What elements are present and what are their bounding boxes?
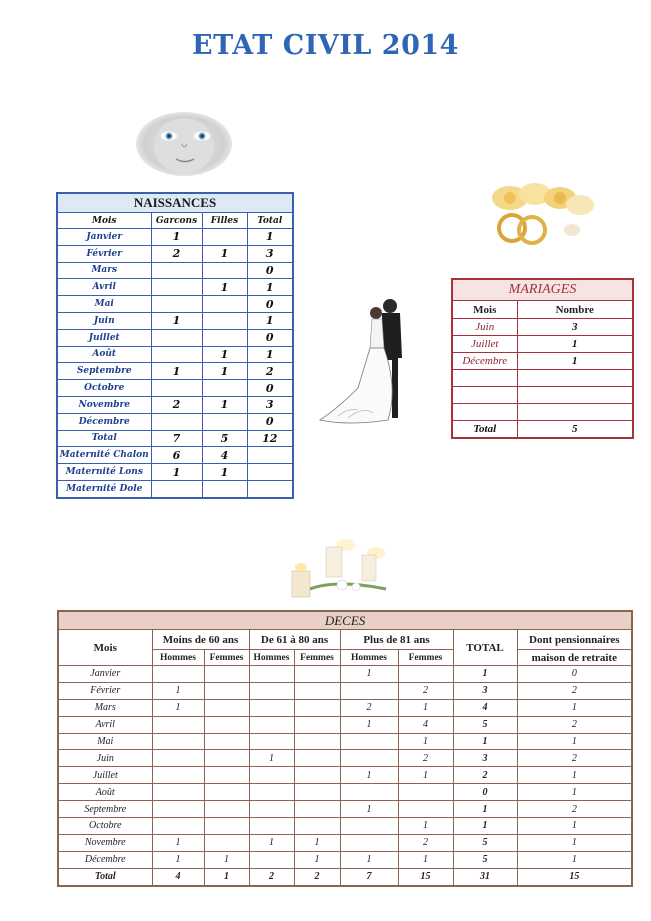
value-cell: 0 [247, 296, 293, 313]
value-cell [204, 818, 249, 835]
value-cell [202, 296, 247, 313]
value-cell [204, 682, 249, 699]
value-cell: 1 [453, 818, 517, 835]
table-row [57, 346, 293, 363]
table-row [57, 229, 293, 246]
value-cell: 1 [453, 801, 517, 818]
value-cell: 1 [517, 851, 632, 868]
value-cell: 3 [247, 245, 293, 262]
value-cell [204, 750, 249, 767]
month-cell: Août [57, 346, 151, 363]
value-cell [294, 699, 340, 716]
value-cell [204, 801, 249, 818]
value-cell: 7 [151, 430, 202, 447]
value-cell [294, 750, 340, 767]
month-cell: Mai [57, 296, 151, 313]
value-cell: 1 [202, 279, 247, 296]
value-cell: 1 [151, 363, 202, 380]
value-cell: 6 [151, 447, 202, 464]
column-header: Mois [57, 213, 151, 229]
table-row [452, 353, 633, 370]
value-cell [204, 834, 249, 851]
month-cell: Maternité Chalon [57, 447, 151, 464]
value-cell [249, 699, 294, 716]
table-row [452, 319, 633, 336]
value-cell [249, 666, 294, 683]
value-cell: 1 [517, 834, 632, 851]
value-cell [517, 387, 633, 404]
table-row [58, 801, 632, 818]
value-cell: 4 [202, 447, 247, 464]
column-header: Garcons [151, 213, 202, 229]
value-cell: 1 [152, 682, 204, 699]
value-cell: 1 [340, 767, 398, 784]
value-cell [151, 262, 202, 279]
table-row [58, 716, 632, 733]
value-cell [152, 767, 204, 784]
value-cell: 2 [517, 750, 632, 767]
column-header-mois: Mois [58, 630, 152, 666]
table-row [57, 279, 293, 296]
mariages-table [451, 278, 634, 439]
month-cell: Avril [57, 279, 151, 296]
value-cell [249, 716, 294, 733]
value-cell: 1 [202, 245, 247, 262]
value-cell: 1 [202, 363, 247, 380]
value-cell [204, 699, 249, 716]
value-cell: 5 [202, 430, 247, 447]
value-cell: 1 [517, 784, 632, 801]
value-cell: 15 [398, 868, 453, 885]
month-cell: Juillet [452, 336, 517, 353]
value-cell [340, 682, 398, 699]
value-cell: 1 [398, 818, 453, 835]
value-cell [204, 733, 249, 750]
value-cell: 1 [247, 312, 293, 329]
deces-caption: DECES [58, 611, 632, 630]
value-cell: 1 [294, 851, 340, 868]
value-cell: 2 [517, 801, 632, 818]
month-cell: Mars [57, 262, 151, 279]
value-cell: 1 [152, 699, 204, 716]
table-row [57, 363, 293, 380]
month-cell: Janvier [57, 229, 151, 246]
table-row [57, 447, 293, 464]
value-cell: 1 [398, 733, 453, 750]
month-cell: Décembre [57, 413, 151, 430]
value-cell: 3 [247, 396, 293, 413]
value-cell [294, 784, 340, 801]
value-cell: 1 [202, 346, 247, 363]
table-row [57, 396, 293, 413]
table-row [58, 750, 632, 767]
value-cell [202, 312, 247, 329]
value-cell [202, 229, 247, 246]
value-cell: 2 [398, 834, 453, 851]
value-cell [294, 666, 340, 683]
value-cell: 0 [453, 784, 517, 801]
value-cell: 1 [517, 733, 632, 750]
value-cell [204, 716, 249, 733]
table-row [58, 818, 632, 835]
value-cell [151, 279, 202, 296]
value-cell [294, 801, 340, 818]
value-cell: 2 [151, 245, 202, 262]
value-cell: 1 [340, 666, 398, 683]
month-cell: Octobre [58, 818, 152, 835]
value-cell: 0 [517, 666, 632, 683]
value-cell: 1 [152, 851, 204, 868]
column-header-pension: Dont pensionnaires [517, 630, 632, 650]
value-cell: 1 [152, 834, 204, 851]
value-cell: 31 [453, 868, 517, 885]
month-cell: Novembre [58, 834, 152, 851]
value-cell [202, 413, 247, 430]
month-cell: Total [58, 868, 152, 885]
value-cell [340, 834, 398, 851]
value-cell: 1 [517, 336, 633, 353]
value-cell [152, 733, 204, 750]
naissances-table [56, 192, 294, 499]
month-cell: Maternité Lons [57, 464, 151, 481]
value-cell: 2 [453, 767, 517, 784]
value-cell: 1 [398, 767, 453, 784]
table-row [58, 851, 632, 868]
value-cell [152, 666, 204, 683]
value-cell: 0 [247, 329, 293, 346]
table-row [57, 296, 293, 313]
value-cell: 1 [453, 733, 517, 750]
sub-header: Hommes [249, 650, 294, 666]
table-row [58, 666, 632, 683]
value-cell: 12 [247, 430, 293, 447]
table-row [57, 262, 293, 279]
month-cell: Mars [58, 699, 152, 716]
value-cell [249, 851, 294, 868]
value-cell [151, 346, 202, 363]
value-cell [249, 682, 294, 699]
value-cell [294, 716, 340, 733]
value-cell: 1 [247, 229, 293, 246]
value-cell [249, 784, 294, 801]
month-cell: Maternité Dole [57, 480, 151, 497]
month-cell [452, 404, 517, 421]
value-cell [247, 447, 293, 464]
value-cell: 2 [340, 699, 398, 716]
value-cell [517, 370, 633, 387]
month-cell: Février [57, 245, 151, 262]
value-cell [151, 413, 202, 430]
value-cell: 1 [202, 464, 247, 481]
value-cell: 4 [398, 716, 453, 733]
month-cell: Juin [58, 750, 152, 767]
table-row [57, 413, 293, 430]
value-cell: 1 [340, 716, 398, 733]
value-cell: 2 [249, 868, 294, 885]
value-cell [202, 380, 247, 397]
table-row [57, 329, 293, 346]
table-row [57, 480, 293, 497]
value-cell: 1 [247, 279, 293, 296]
value-cell: 3 [517, 319, 633, 336]
value-cell: 1 [517, 699, 632, 716]
value-cell: 5 [453, 851, 517, 868]
value-cell [398, 666, 453, 683]
value-cell: 5 [453, 834, 517, 851]
value-cell [398, 784, 453, 801]
value-cell [249, 818, 294, 835]
month-cell: Septembre [58, 801, 152, 818]
value-cell [249, 767, 294, 784]
value-cell [152, 750, 204, 767]
column-header-pension-2: maison de retraite [517, 650, 632, 666]
month-cell: Février [58, 682, 152, 699]
value-cell: 1 [202, 396, 247, 413]
value-cell [398, 801, 453, 818]
value-cell: 2 [517, 716, 632, 733]
column-header: Total [247, 213, 293, 229]
value-cell: 2 [398, 750, 453, 767]
value-cell [340, 784, 398, 801]
value-cell: 1 [340, 851, 398, 868]
deces-table [57, 610, 633, 887]
table-row [58, 767, 632, 784]
month-cell: Juin [452, 319, 517, 336]
value-cell: 2 [294, 868, 340, 885]
month-cell: Décembre [58, 851, 152, 868]
value-cell: 15 [517, 868, 632, 885]
value-cell: 0 [247, 380, 293, 397]
wedding-couple-illustration [318, 298, 428, 428]
table-row [58, 682, 632, 699]
naissances-caption: NAISSANCES [57, 193, 293, 213]
wedding-rings-photo [480, 180, 600, 250]
table-row [452, 404, 633, 421]
table-row [452, 387, 633, 404]
mariages-total-value: 5 [517, 421, 633, 439]
value-cell [152, 784, 204, 801]
value-cell: 1 [151, 312, 202, 329]
value-cell: 1 [340, 801, 398, 818]
group-header: Moins de 60 ans [152, 630, 249, 650]
column-header: Mois [452, 301, 517, 319]
value-cell: 1 [294, 834, 340, 851]
value-cell: 0 [247, 413, 293, 430]
value-cell [294, 767, 340, 784]
value-cell [151, 380, 202, 397]
table-row [57, 312, 293, 329]
value-cell [151, 329, 202, 346]
month-cell: Juillet [58, 767, 152, 784]
value-cell: 1 [204, 868, 249, 885]
value-cell: 1 [453, 666, 517, 683]
value-cell: 4 [152, 868, 204, 885]
month-cell: Total [57, 430, 151, 447]
value-cell: 3 [453, 750, 517, 767]
table-row [452, 336, 633, 353]
value-cell [340, 818, 398, 835]
value-cell [204, 784, 249, 801]
column-header: Nombre [517, 301, 633, 319]
month-cell: Novembre [57, 396, 151, 413]
value-cell [340, 750, 398, 767]
month-cell: Juillet [57, 329, 151, 346]
value-cell [152, 801, 204, 818]
value-cell [517, 404, 633, 421]
value-cell [152, 716, 204, 733]
value-cell: 1 [398, 699, 453, 716]
month-cell: Mai [58, 733, 152, 750]
month-cell: Juin [57, 312, 151, 329]
group-header: De 61 à 80 ans [249, 630, 340, 650]
table-row [58, 699, 632, 716]
month-cell [452, 370, 517, 387]
month-cell: Août [58, 784, 152, 801]
month-cell: Octobre [57, 380, 151, 397]
candles-photo [286, 535, 396, 601]
table-row [58, 868, 632, 885]
mariages-total-label: Total [452, 421, 517, 439]
mariages-caption: MARIAGES [452, 279, 633, 301]
value-cell [152, 818, 204, 835]
value-cell [247, 480, 293, 497]
table-row [58, 784, 632, 801]
value-cell [249, 801, 294, 818]
value-cell: 1 [249, 750, 294, 767]
value-cell: 2 [517, 682, 632, 699]
month-cell: Décembre [452, 353, 517, 370]
baby-photo [134, 112, 234, 176]
value-cell: 2 [398, 682, 453, 699]
value-cell: 1 [247, 346, 293, 363]
value-cell: 5 [453, 716, 517, 733]
month-cell [452, 387, 517, 404]
table-row [57, 464, 293, 481]
value-cell: 1 [151, 464, 202, 481]
table-row [58, 733, 632, 750]
value-cell: 1 [517, 353, 633, 370]
value-cell [294, 682, 340, 699]
table-row [57, 380, 293, 397]
month-cell: Septembre [57, 363, 151, 380]
sub-header: Hommes [340, 650, 398, 666]
sub-header: Femmes [204, 650, 249, 666]
value-cell [202, 480, 247, 497]
value-cell: 2 [247, 363, 293, 380]
table-row [57, 245, 293, 262]
column-header: Filles [202, 213, 247, 229]
value-cell: 3 [453, 682, 517, 699]
table-row [452, 370, 633, 387]
value-cell: 1 [517, 818, 632, 835]
value-cell [249, 733, 294, 750]
value-cell: 1 [204, 851, 249, 868]
sub-header: Femmes [398, 650, 453, 666]
value-cell: 7 [340, 868, 398, 885]
value-cell: 1 [249, 834, 294, 851]
month-cell: Janvier [58, 666, 152, 683]
value-cell: 1 [151, 229, 202, 246]
value-cell [294, 733, 340, 750]
value-cell [151, 480, 202, 497]
value-cell: 2 [151, 396, 202, 413]
value-cell [151, 296, 202, 313]
value-cell: 1 [517, 767, 632, 784]
table-row [57, 430, 293, 447]
sub-header: Hommes [152, 650, 204, 666]
sub-header: Femmes [294, 650, 340, 666]
column-header-total: TOTAL [453, 630, 517, 666]
month-cell: Avril [58, 716, 152, 733]
table-row [58, 834, 632, 851]
value-cell: 4 [453, 699, 517, 716]
value-cell: 1 [398, 851, 453, 868]
group-header: Plus de 81 ans [340, 630, 453, 650]
value-cell [202, 329, 247, 346]
value-cell [340, 733, 398, 750]
page-title: ETAT CIVIL 2014 [192, 30, 459, 61]
value-cell [294, 818, 340, 835]
value-cell [247, 464, 293, 481]
value-cell [204, 666, 249, 683]
value-cell: 0 [247, 262, 293, 279]
value-cell [204, 767, 249, 784]
value-cell [202, 262, 247, 279]
